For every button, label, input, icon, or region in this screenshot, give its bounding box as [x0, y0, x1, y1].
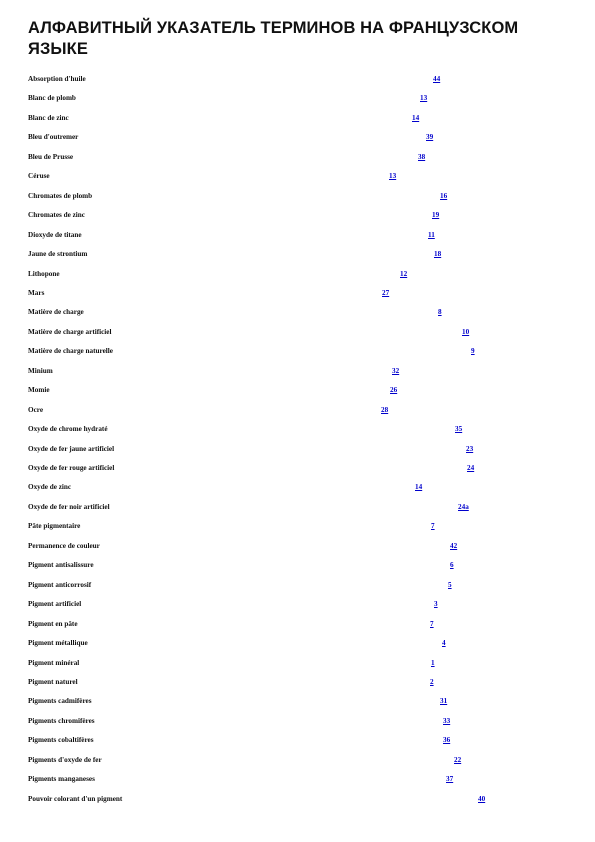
index-term: Ocre: [28, 405, 44, 414]
index-entry: [0, 92, 595, 104]
index-term: Bleu d'outremer: [28, 133, 79, 142]
page-number-link[interactable]: 4: [442, 639, 446, 648]
page-number-link[interactable]: 5: [448, 580, 452, 589]
page-number-link[interactable]: 44: [433, 75, 441, 83]
index-term: Chromates de plomb: [28, 191, 93, 200]
index-entry: [0, 423, 595, 435]
index-entry: [0, 579, 595, 591]
page-number-link[interactable]: 16: [440, 191, 448, 200]
index-term: Absorption d'huile: [28, 75, 86, 83]
index-entry: [0, 773, 595, 785]
index-term: Oxyde de chrome hydraté: [28, 425, 108, 434]
page-number-link[interactable]: 37: [446, 775, 454, 784]
index-entry: [0, 618, 595, 630]
page-number-link[interactable]: 14: [415, 483, 423, 492]
index-term: Pigment artificiel: [28, 600, 82, 609]
index-term: Lithopone: [28, 269, 60, 278]
index-entry: [0, 481, 595, 493]
page-number-link[interactable]: 36: [443, 736, 451, 745]
index-entry: [0, 170, 595, 182]
page-number-link[interactable]: 24a: [458, 502, 469, 511]
index-entry: [0, 734, 595, 746]
page-number-link[interactable]: 42: [450, 541, 458, 550]
page-number-link[interactable]: 8: [438, 308, 442, 317]
index-term: Pigments chromifères: [28, 716, 95, 725]
index-entry: [0, 112, 595, 124]
index-entry: [0, 73, 595, 85]
page-number-link[interactable]: 23: [466, 444, 474, 453]
page-number-link[interactable]: 38: [418, 152, 426, 161]
page-number-link[interactable]: 13: [389, 172, 397, 181]
index-entry: [0, 404, 595, 416]
index-term: Pâte pigmentaire: [28, 522, 81, 531]
page-number-link[interactable]: 9: [471, 347, 475, 356]
page-number-link[interactable]: 19: [432, 211, 440, 220]
index-term: Pigment anticorrosif: [28, 580, 92, 589]
page-number-link[interactable]: 13: [420, 94, 428, 103]
index-entry: [0, 131, 595, 143]
index-term: Oxyde de fer rouge artificiel: [28, 464, 115, 472]
page-number-link[interactable]: 27: [382, 288, 390, 297]
page-number-link[interactable]: 39: [426, 133, 434, 142]
page-number-link[interactable]: 33: [443, 716, 451, 725]
page-number-link[interactable]: 2: [430, 677, 434, 686]
index-entry: [0, 793, 595, 805]
page-number-link[interactable]: 12: [400, 269, 408, 278]
index-term: Pigments manganeses: [28, 775, 95, 784]
index-term: Oxyde de fer noir artificiel: [28, 502, 110, 511]
index-entry: [0, 657, 595, 669]
index-entry: [0, 695, 595, 707]
index-term: Pigments d'oxyde de fer: [28, 755, 102, 764]
page-number-link[interactable]: 1: [431, 658, 435, 667]
index-entry: [0, 462, 595, 474]
page-number-link[interactable]: 28: [381, 405, 389, 414]
page-number-link[interactable]: 7: [430, 619, 434, 628]
index-term: Pigment minéral: [28, 658, 80, 667]
page-number-link[interactable]: 24: [467, 464, 475, 472]
index-entry: [0, 559, 595, 571]
index-term: Matière de charge artificiel: [28, 327, 112, 336]
index-term: Mars: [28, 288, 45, 297]
index-term: Permanence de couleur: [28, 541, 100, 550]
index-entry: [0, 637, 595, 649]
page-number-link[interactable]: 7: [431, 522, 435, 531]
index-entry: [0, 287, 595, 299]
index-term: Momie: [28, 386, 50, 395]
index-term: Blanc de zinc: [28, 113, 69, 122]
index-term: Jaune de strontium: [28, 250, 88, 259]
index-term: Oxyde de zinc: [28, 483, 72, 492]
index-entry: [0, 190, 595, 202]
index-entry: [0, 501, 595, 513]
index-term: Chromates de zinc: [28, 211, 85, 220]
index-entry: [0, 151, 595, 163]
index-entry: [0, 676, 595, 688]
page-number-link[interactable]: 26: [390, 386, 398, 395]
index-term: Pigments cobaltifères: [28, 736, 94, 745]
page-title: АЛФАВИТНЫЙ УКАЗАТЕЛЬ ТЕРМИНОВ НА ФРАНЦУЗСКОМ ЯЗЫКЕ: [28, 19, 519, 58]
index-entry: [0, 443, 595, 455]
index-entry: [0, 345, 595, 357]
index-entry: [0, 754, 595, 766]
index-entry: [0, 229, 595, 241]
index-term: Pigment en pâte: [28, 619, 78, 628]
index-term: Matière de charge naturelle: [28, 347, 113, 356]
index-term: Minium: [28, 366, 53, 375]
page-number-link[interactable]: 35: [455, 425, 463, 434]
index-entry: [0, 326, 595, 338]
page-number-link[interactable]: 18: [434, 250, 442, 259]
index-entry: [0, 715, 595, 727]
page-number-link[interactable]: 14: [412, 113, 420, 122]
index-entry: [0, 540, 595, 552]
index-term: Blanc de plomb: [28, 94, 76, 103]
index-entry: [0, 268, 595, 280]
index-term: Bleu de Prusse: [28, 152, 74, 161]
index-entry: [0, 598, 595, 610]
index-term: Pigments cadmifères: [28, 697, 92, 706]
index-term: Oxyde de fer jaune artificiel: [28, 444, 115, 453]
page-number-link[interactable]: 11: [428, 230, 435, 239]
page-number-link[interactable]: 22: [454, 755, 462, 764]
index-term: Pigment antisalissure: [28, 561, 94, 570]
index-entry: [0, 306, 595, 318]
index-entry: [0, 209, 595, 221]
index-term: Pouvoir colorant d'un pigment: [28, 794, 123, 803]
index-entry: [0, 248, 595, 260]
index-entry: [0, 365, 595, 377]
index-term: Céruse: [28, 172, 50, 181]
index-term: Matière de charge: [28, 308, 84, 317]
page-number-link[interactable]: 31: [440, 697, 448, 706]
page-number-link[interactable]: 3: [434, 600, 438, 609]
page-number-link[interactable]: 40: [478, 794, 486, 803]
page-number-link[interactable]: 10: [462, 327, 470, 336]
index-term: Pigment naturel: [28, 677, 78, 686]
page-number-link[interactable]: 32: [392, 366, 400, 375]
index-entry: [0, 384, 595, 396]
page-number-link[interactable]: 6: [450, 561, 454, 570]
index-entry: [0, 520, 595, 532]
index-term: Pigment métallique: [28, 639, 88, 648]
index-term: Dioxyde de titane: [28, 230, 82, 239]
